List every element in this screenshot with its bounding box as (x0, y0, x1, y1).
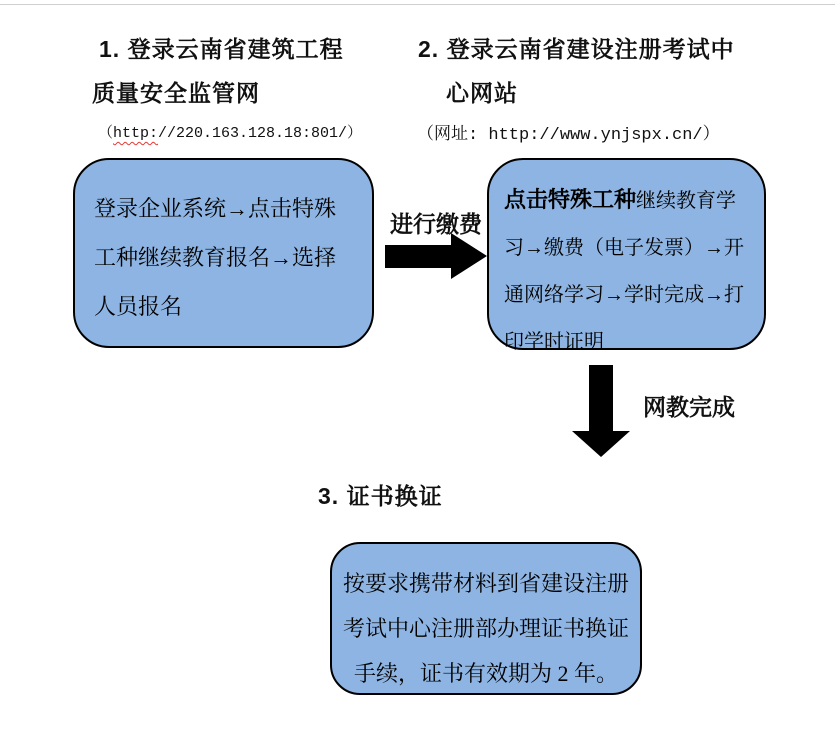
right-arrow-head-icon (451, 233, 487, 279)
step3-node-text (332, 561, 640, 696)
step1-url (98, 121, 362, 142)
step3-node-line3: 手续，证书有效期为 2 年。 (353, 661, 618, 686)
page-top-rule (0, 4, 835, 5)
step3-node (330, 542, 642, 695)
step2-node-line3: 通网络学习→学时完成→打 (504, 284, 744, 306)
step1-heading-line1: 1. 登录云南省建筑工程 (99, 36, 344, 62)
step1-node-line3: 人员报名 (94, 294, 183, 319)
step1-url-open: （ (98, 125, 114, 142)
web-education-complete-label: 网教完成 (643, 395, 735, 420)
step2-node-line1-rest: 继续教育学 (636, 190, 737, 212)
step2-node (487, 158, 766, 353)
step2-url: （网址: http://www.ynjspx.cn/） (417, 126, 720, 145)
step3-node-line1: 按要求携带材料到省建设注册 (342, 571, 629, 596)
down-arrow-head-icon (572, 431, 630, 457)
step2-node-line4: 印学时证明 (504, 331, 604, 353)
step3-node-line2: 考试中心注册部办理证书换证 (342, 616, 629, 641)
right-arrow-icon (385, 245, 452, 268)
step1-url-flagged-word: http: (113, 125, 159, 142)
step2-node-text (504, 176, 744, 366)
step1-node (73, 158, 374, 348)
step2-node-line1-emphasis: 点击特殊工种 (504, 187, 637, 212)
step1-url-rest: //220.163.128.18:801/） (158, 125, 363, 142)
step2-node-line1 (504, 176, 744, 225)
step1-node-text (94, 184, 336, 331)
step2-heading-line1: 2. 登录云南省建设注册考试中 (418, 36, 735, 62)
step1-node-line2: 工种继续教育报名→选择 (94, 245, 337, 270)
step2-heading-line2: 心网站 (446, 80, 518, 106)
down-arrow-icon (589, 365, 613, 432)
step1-heading-line2: 质量安全监管网 (92, 80, 260, 106)
step2-node-line2: 习→缴费（电子发票）→开 (504, 237, 744, 259)
pay-arrow-label: 进行缴费 (390, 212, 482, 237)
step3-heading: 3. 证书换证 (318, 483, 443, 509)
step1-node-line1: 登录企业系统→点击特殊 (94, 196, 337, 221)
